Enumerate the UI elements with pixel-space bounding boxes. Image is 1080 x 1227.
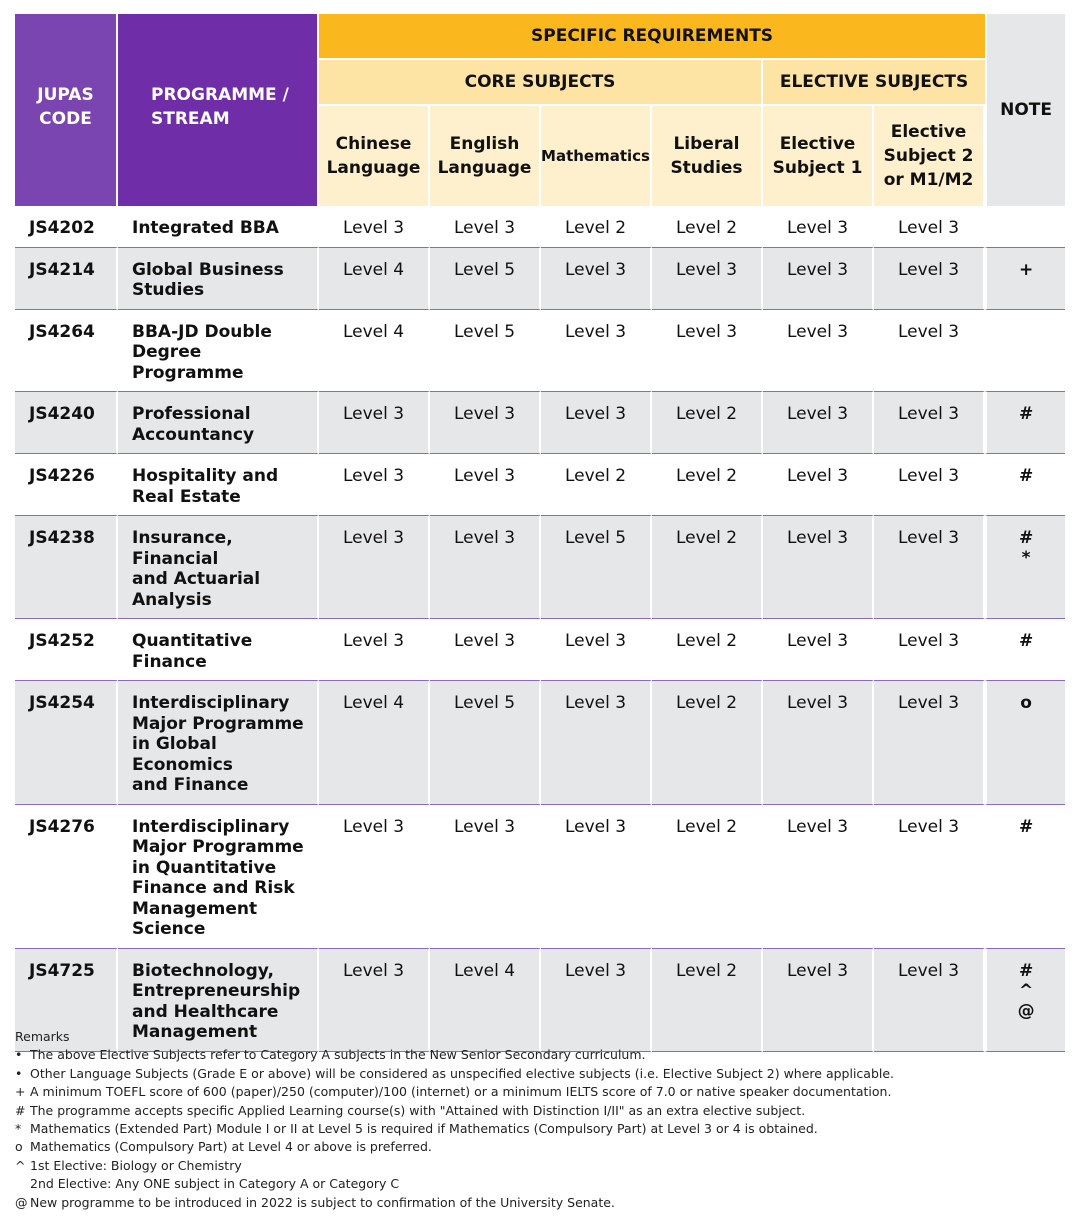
note-symbol: ^: [1018, 980, 1034, 1001]
note-symbol: #: [1018, 528, 1034, 548]
level-cell: Level 3: [763, 248, 874, 310]
programme-name: [118, 392, 319, 454]
programme-name-line: Finance: [132, 651, 207, 672]
remark-symbol: [15, 1175, 30, 1193]
level-cell: Level 3: [541, 619, 652, 681]
level-cell: Level 3: [874, 206, 985, 248]
header-subject-line: Subject 1: [772, 158, 863, 178]
remark-text: New programme to be introduced in 2022 is subject to confirmation of the University Senate.: [30, 1194, 615, 1210]
programme-name: [118, 310, 319, 393]
remark-symbol: o: [15, 1139, 23, 1155]
remark-text: The above Elective Subjects refer to Category A subjects in the New Senior Secondary curriculum.: [30, 1047, 646, 1063]
remark-symbol: #: [15, 1102, 26, 1118]
note-symbol: o: [1020, 693, 1032, 713]
programme-code: JS4276: [15, 805, 118, 949]
programme-name: [118, 516, 319, 619]
programme-name-line: and Healthcare: [132, 1001, 279, 1022]
level-cell: Level 3: [430, 805, 541, 949]
note-symbol: +: [1018, 259, 1034, 280]
remark-item: [15, 1102, 1065, 1120]
header-subject: [541, 106, 652, 206]
programme-name: [118, 805, 319, 949]
header-subject: [430, 106, 541, 206]
level-cell: Level 4: [319, 310, 430, 393]
note-cell: [985, 805, 1065, 949]
header-subject-line: Elective: [890, 122, 967, 142]
remark-text: 2nd Elective: Any ONE subject in Category A or Category C: [30, 1176, 400, 1192]
programme-name-line: Hospitality and: [132, 466, 279, 486]
table-body: [15, 206, 1065, 1052]
programme-name-line: in Global Economics: [132, 734, 233, 775]
note-symbol: #: [1018, 466, 1034, 486]
level-cell: Level 3: [541, 248, 652, 310]
programme-code: JS4252: [15, 619, 118, 681]
remarks-title: Remarks: [15, 1029, 70, 1044]
table-header: [15, 14, 1065, 206]
remark-item: [15, 1065, 1065, 1083]
header-subject-line: Mathematics: [541, 147, 650, 165]
programme-name-line: Major Programme: [132, 713, 304, 734]
header-core-subjects: CORE SUBJECTS: [319, 60, 763, 106]
level-cell: Level 4: [319, 248, 430, 310]
programme-code: JS4214: [15, 248, 118, 310]
remark-text: Mathematics (Extended Part) Module I or II at Level 5 is required if Mathematics (Compulsory Part) at Level 3 or 4 is obtained.: [30, 1121, 818, 1137]
programme-name-line: Professional: [132, 404, 251, 424]
programme-name-line: Degree Programme: [132, 342, 244, 383]
remark-symbol: •: [15, 1065, 23, 1081]
remark-symbol: *: [15, 1121, 22, 1137]
programme-name-line: Accountancy: [132, 424, 255, 445]
note-symbol: #: [1018, 404, 1034, 424]
note-cell: [985, 206, 1065, 248]
level-cell: Level 2: [652, 681, 763, 805]
table-row: [15, 310, 1065, 393]
level-cell: Level 3: [319, 949, 430, 1052]
level-cell: Level 3: [763, 949, 874, 1052]
programme-name-line: Interdisciplinary: [132, 693, 290, 713]
requirements-table: [15, 14, 1065, 1052]
level-cell: Level 3: [763, 619, 874, 681]
header-jupas-line2: CODE: [39, 109, 92, 129]
programme-name-line: and Actuarial: [132, 569, 261, 589]
level-cell: Level 3: [874, 619, 985, 681]
level-cell: Level 2: [652, 454, 763, 516]
level-cell: Level 3: [652, 248, 763, 310]
note-cell: [985, 516, 1065, 619]
remark-symbol: +: [15, 1084, 26, 1100]
programme-name-line: Analysis: [132, 589, 212, 610]
level-cell: Level 3: [541, 949, 652, 1052]
remark-item: [15, 1175, 1065, 1193]
remark-item: [15, 1194, 1065, 1212]
programme-name: [118, 248, 319, 310]
programme-name-line: Studies: [132, 280, 205, 300]
programme-name: [118, 619, 319, 681]
level-cell: Level 3: [874, 516, 985, 619]
header-subject-line: Language: [326, 158, 421, 178]
programme-code: JS4202: [15, 206, 118, 248]
level-cell: Level 2: [652, 392, 763, 454]
remark-text: Mathematics (Compulsory Part) at Level 4 or above is preferred.: [30, 1139, 432, 1155]
level-cell: Level 3: [541, 805, 652, 949]
level-cell: Level 3: [430, 206, 541, 248]
note-cell: [985, 392, 1065, 454]
level-cell: Level 2: [541, 206, 652, 248]
header-subject: [874, 106, 985, 206]
level-cell: Level 3: [319, 619, 430, 681]
programme-code: JS4238: [15, 516, 118, 619]
header-subject-line: or M1/M2: [883, 170, 974, 190]
table-row: [15, 516, 1065, 619]
programme-name: [118, 206, 319, 248]
level-cell: Level 3: [319, 454, 430, 516]
level-cell: Level 2: [652, 805, 763, 949]
header-subject-line: Chinese: [335, 134, 412, 154]
note-cell: [985, 248, 1065, 310]
level-cell: Level 3: [430, 392, 541, 454]
remarks-section: [15, 1028, 1065, 1212]
level-cell: Level 3: [874, 681, 985, 805]
level-cell: Level 3: [874, 248, 985, 310]
table-row: [15, 206, 1065, 248]
level-cell: Level 3: [874, 949, 985, 1052]
programme-code: JS4254: [15, 681, 118, 805]
note-cell: [985, 310, 1065, 393]
level-cell: Level 3: [874, 392, 985, 454]
level-cell: Level 4: [430, 949, 541, 1052]
level-cell: Level 4: [319, 681, 430, 805]
level-cell: Level 3: [763, 454, 874, 516]
level-cell: Level 2: [652, 619, 763, 681]
table-row: [15, 681, 1065, 805]
programme-name-line: and Finance: [132, 775, 249, 795]
level-cell: Level 3: [763, 805, 874, 949]
level-cell: Level 3: [763, 310, 874, 393]
programme-name-line: Real Estate: [132, 486, 241, 507]
level-cell: Level 3: [763, 392, 874, 454]
header-elective-subjects: ELECTIVE SUBJECTS: [763, 60, 985, 106]
level-cell: Level 5: [430, 310, 541, 393]
level-cell: Level 5: [430, 248, 541, 310]
programme-name-line: Management: [132, 1022, 258, 1042]
programme-name: [118, 454, 319, 516]
programme-name-line: Global Business: [132, 259, 284, 280]
level-cell: Level 3: [763, 206, 874, 248]
level-cell: Level 3: [874, 310, 985, 393]
note-symbol: #: [1018, 816, 1034, 837]
programme-name-line: Entrepreneurship: [132, 981, 301, 1001]
level-cell: Level 3: [541, 310, 652, 393]
programme-code: JS4226: [15, 454, 118, 516]
remark-text: Other Language Subjects (Grade E or above) will be considered as unspecified elective subjects (i.e. Elective Subject 2) where applicable.: [30, 1065, 895, 1081]
table-row: [15, 392, 1065, 454]
header-subject: [652, 106, 763, 206]
header-subject: [763, 106, 874, 206]
note-symbol: #: [1018, 960, 1034, 981]
level-cell: Level 2: [652, 516, 763, 619]
remark-symbol: @: [15, 1194, 28, 1210]
level-cell: Level 3: [319, 392, 430, 454]
remark-text: A minimum TOEFL score of 600 (paper)/250 (computer)/100 (internet) or a minimum IELTS score of 7.0 or native speaker documentation.: [30, 1084, 892, 1100]
header-jupas-code: [15, 14, 118, 206]
programme-code: JS4725: [15, 949, 118, 1052]
level-cell: Level 3: [319, 805, 430, 949]
level-cell: Level 2: [541, 454, 652, 516]
level-cell: Level 5: [430, 681, 541, 805]
level-cell: Level 3: [541, 681, 652, 805]
requirements-table-wrapper: [15, 14, 1065, 1052]
level-cell: Level 3: [430, 454, 541, 516]
remark-item: [15, 1046, 1065, 1064]
level-cell: Level 5: [541, 516, 652, 619]
note-cell: [985, 454, 1065, 516]
table-row: [15, 454, 1065, 516]
header-subject-line: Subject 2: [883, 146, 974, 166]
level-cell: Level 3: [763, 681, 874, 805]
programme-name-line: Biotechnology,: [132, 960, 274, 981]
programme-name-line: Interdisciplinary: [132, 816, 290, 837]
programme-name-line: Insurance, Financial: [132, 528, 233, 569]
level-cell: Level 3: [319, 206, 430, 248]
remark-text: 1st Elective: Biology or Chemistry: [30, 1157, 242, 1173]
remark-text: The programme accepts specific Applied Learning course(s) with "Attained with Distinction I/II" as an extra elective subject.: [30, 1102, 806, 1118]
header-subject-line: Elective: [779, 134, 856, 154]
level-cell: Level 3: [652, 310, 763, 393]
programme-name-line: Quantitative: [132, 631, 253, 651]
table-row: [15, 805, 1065, 949]
level-cell: Level 3: [874, 805, 985, 949]
level-cell: Level 3: [541, 392, 652, 454]
programme-name-line: BBA-JD Double: [132, 321, 272, 342]
programme-name: [118, 681, 319, 805]
header-note: NOTE: [985, 14, 1065, 206]
remark-item: [15, 1120, 1065, 1138]
header-subject-line: Language: [437, 158, 532, 178]
remarks-list: [15, 1046, 1065, 1212]
header-subject-line: Studies: [670, 158, 743, 178]
level-cell: Level 2: [652, 206, 763, 248]
header-programme: [118, 14, 319, 206]
level-cell: Level 3: [430, 516, 541, 619]
table-row: [15, 619, 1065, 681]
note-symbol: @: [1017, 1000, 1035, 1021]
remark-item: [15, 1083, 1065, 1101]
note-symbol: #: [1018, 631, 1034, 651]
programme-code: JS4264: [15, 310, 118, 393]
programme-name-line: Finance and Risk: [132, 878, 295, 898]
header-programme-line1: PROGRAMME /: [151, 85, 289, 105]
programme-code: JS4240: [15, 392, 118, 454]
header-specific-requirements: SPECIFIC REQUIREMENTS: [319, 14, 985, 60]
level-cell: Level 3: [319, 516, 430, 619]
note-cell: [985, 681, 1065, 805]
remark-item: [15, 1157, 1065, 1175]
level-cell: Level 3: [874, 454, 985, 516]
header-programme-line2: STREAM: [151, 109, 230, 129]
header-subject-line: Liberal: [673, 134, 740, 154]
header-subject-line: English: [449, 134, 520, 154]
remark-symbol: ^: [15, 1157, 26, 1173]
programme-name-line: Integrated BBA: [132, 218, 279, 238]
header-jupas-line1: JUPAS: [37, 85, 94, 105]
programme-name-line: Major Programme: [132, 837, 304, 857]
header-subject: [319, 106, 430, 206]
note-symbol: *: [1021, 548, 1031, 568]
level-cell: Level 2: [652, 949, 763, 1052]
remark-item: [15, 1138, 1065, 1156]
level-cell: Level 3: [430, 619, 541, 681]
remark-symbol: •: [15, 1047, 23, 1063]
level-cell: Level 3: [763, 516, 874, 619]
note-cell: [985, 619, 1065, 681]
programme-name-line: Management Science: [132, 898, 258, 939]
programme-name-line: in Quantitative: [132, 857, 277, 878]
table-row: [15, 248, 1065, 310]
